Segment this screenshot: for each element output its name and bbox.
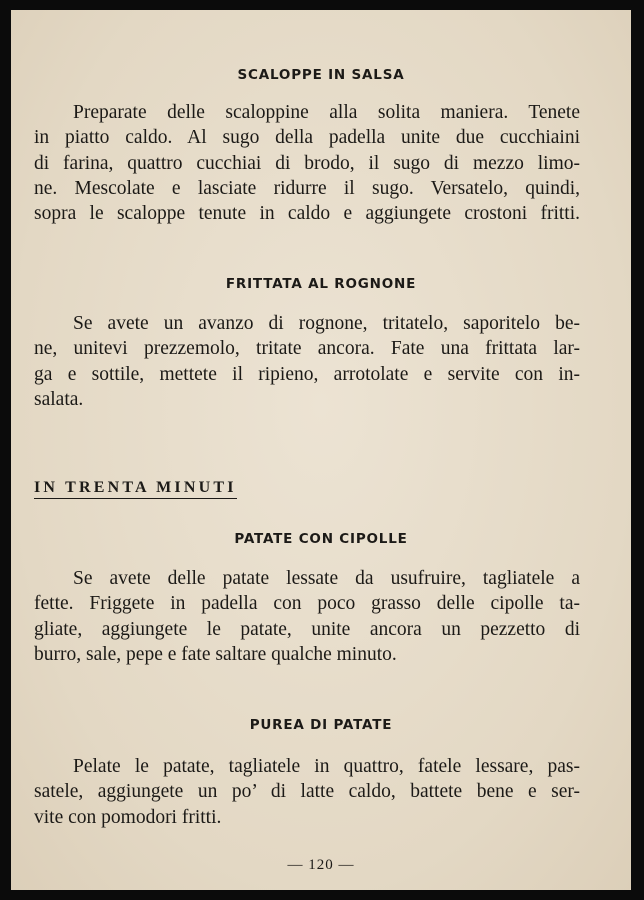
text-line: salata.: [34, 388, 84, 410]
text-line: ne. Mescolate e lasciate ridurre il sugo. Versatelo, quindi,: [34, 177, 580, 199]
text-line: in piatto caldo. Al sugo della padella unite due cucchiaini: [34, 127, 580, 149]
recipe-title-scaloppe: SCALOPPE IN SALSA: [237, 67, 405, 83]
text-line: di farina, quattro cucchiai di brodo, il sugo di mezzo limo-: [34, 152, 580, 174]
text-line: ne, unitevi prezzemolo, tritate ancora. Fate una frittata lar-: [34, 338, 580, 360]
page-number: — 120 —: [287, 857, 355, 873]
recipe-title-patate-cipolle: PATATE CON CIPOLLE: [234, 531, 408, 547]
recipe-title-frittata: FRITTATA AL ROGNONE: [225, 276, 417, 292]
recipe-text-patate-cipolle: [34, 566, 580, 667]
text-line: gliate, aggiungete le patate, unite ancora un pezzetto di: [34, 618, 580, 640]
text-line: Se avete un avanzo di rognone, tritatelo, saporitelo be-: [73, 313, 580, 334]
text-line: sopra le scaloppe tenute in caldo e aggiungete crostoni fritti.: [34, 203, 580, 225]
text-line: fette. Friggete in padella con poco grasso delle cipolle ta-: [34, 593, 580, 615]
text-line: burro, sale, pepe e fate saltare qualche minuto.: [34, 643, 397, 665]
section-title: IN TRENTA MINUTI: [34, 479, 237, 499]
text-line: vite con pomodori fritti.: [34, 806, 222, 828]
recipe-text-scaloppe: [34, 100, 580, 226]
book-page: [11, 10, 631, 890]
text-line: ga e sottile, mettete il ripieno, arrotolate e servite con in-: [34, 363, 580, 385]
text-line: Pelate le patate, tagliatele in quattro, fatele lessare, pas-: [73, 756, 580, 777]
text-line: satele, aggiungete un po’ di latte caldo, battete bene e ser-: [34, 781, 580, 803]
recipe-title-purea: PUREA DI PATATE: [249, 717, 393, 733]
text-line: Preparate delle scaloppine alla solita maniera. Tenete: [73, 102, 580, 123]
text-line: Se avete delle patate lessate da usufruire, tagliatele a: [73, 568, 580, 589]
recipe-text-frittata: [34, 311, 580, 412]
recipe-text-purea: [34, 754, 580, 830]
